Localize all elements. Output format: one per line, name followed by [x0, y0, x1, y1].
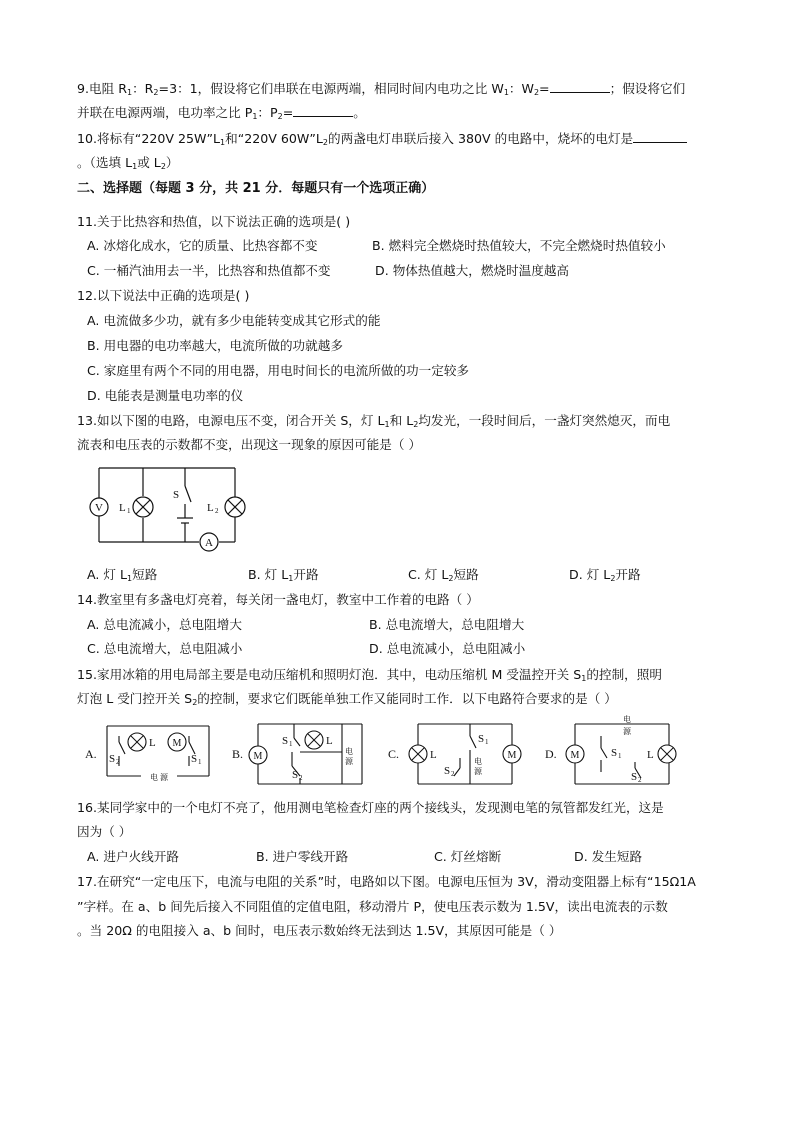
q14-stem: 14.教室里有多盏电灯亮着，每关闭一盏电灯，教室中工作着的电路（ ）: [77, 592, 479, 607]
q10-line2: 。（选填 $L_1$或 $L_2$）: [77, 155, 179, 171]
svg-text:电: 电: [345, 747, 353, 756]
svg-text:L: L: [647, 749, 654, 761]
q11-option-c[interactable]: C. 一桶汽油用去一半，比热容和热值都不变: [87, 263, 331, 278]
svg-text:L: L: [119, 502, 126, 514]
svg-text:M: M: [172, 738, 182, 749]
svg-text:S: S: [444, 765, 451, 777]
svg-text:L: L: [326, 735, 333, 747]
q9-blank-2[interactable]: [293, 104, 353, 117]
svg-text:M: M: [253, 751, 263, 762]
svg-text:2: 2: [116, 758, 120, 766]
q16-option-b[interactable]: B. 进户零线开路: [256, 849, 349, 864]
svg-text:1: 1: [618, 752, 622, 760]
svg-text:M: M: [507, 750, 517, 761]
svg-text:源: 源: [623, 727, 631, 736]
voltmeter-icon: [90, 498, 108, 516]
svg-text:A.: A.: [85, 747, 97, 761]
svg-text:L: L: [430, 749, 437, 761]
q14-option-d[interactable]: D. 总电流减小，总电阻减小: [369, 641, 526, 656]
svg-text:L: L: [207, 502, 214, 514]
q9-line1: 9.电阻 $R_1$：$R_2=3$：1，假设将它们串联在电源两端，相同时间内电功之比 $W_1$：$W_2=$ ；假设将它们: [77, 81, 686, 97]
q17-line1: 17.在研究“一定电压下，电流与电阻的关系”时，电路如以下图。电源电压恒为 3V，滑动变阻器上标有“15Ω1A: [77, 874, 696, 889]
q16-option-a[interactable]: A. 进户火线开路: [87, 849, 179, 864]
q9-line2: 并联在电源两端，电功率之比 $P_1$：$P_2=$ 。: [77, 105, 366, 121]
svg-text:2: 2: [451, 770, 455, 778]
svg-text:S: S: [611, 747, 618, 759]
q10-blank[interactable]: [633, 130, 687, 143]
q14-option-a[interactable]: A. 总电流减小，总电阻增大: [87, 617, 242, 632]
q13-line2: 流表和电压表的示数都不变，出现这一现象的原因可能是（ ）: [77, 437, 422, 452]
q16-line2: 因为（ ）: [77, 824, 132, 839]
q11-option-b[interactable]: B. 燃料完全燃烧时热值较大，不完全燃烧时热值较小: [372, 238, 666, 253]
q13-option-a[interactable]: A. 灯 $L_1$短路: [87, 567, 158, 583]
svg-text:2: 2: [299, 774, 303, 782]
q16-option-d[interactable]: D. 发生短路: [574, 849, 643, 864]
svg-text:电 源: 电 源: [150, 773, 168, 782]
svg-text:S: S: [282, 735, 289, 747]
q15-circuit-c[interactable]: [388, 718, 528, 790]
q17-line2: ”字样。在 a、b 间先后接入不同阻值的定值电阻，移动滑片 P，使电压表示数为 1.5V，读出电流表的示数: [77, 899, 668, 914]
svg-text:源: 源: [474, 767, 482, 776]
svg-text:电: 电: [623, 715, 631, 724]
svg-text:2: 2: [638, 776, 642, 784]
q15-circuit-a[interactable]: [85, 718, 220, 790]
svg-text:S: S: [191, 753, 198, 765]
q11-option-a[interactable]: A. 冰熔化成水，它的质量、比热容都不变: [87, 238, 318, 253]
q10-line1: 10.将标有“220V $25W”L_1$和“220V $60W”L_2$的两盏电灯串联后接入 380V 的电路中，烧坏的电灯是: [77, 130, 687, 148]
svg-text:S: S: [292, 769, 299, 781]
svg-text:S: S: [631, 771, 638, 783]
q13-circuit-diagram: [85, 462, 255, 554]
svg-text:D.: D.: [545, 747, 557, 761]
svg-text:A: A: [205, 537, 213, 549]
svg-text:源: 源: [345, 757, 353, 766]
svg-text:1: 1: [485, 738, 489, 746]
svg-text:V: V: [95, 502, 103, 514]
svg-text:C.: C.: [388, 747, 400, 761]
ammeter-icon: [200, 533, 218, 551]
q15-circuit-d[interactable]: [545, 715, 685, 790]
lamp-l2-icon: [207, 497, 245, 517]
switch-s-label: S: [173, 489, 180, 501]
svg-text:B.: B.: [232, 747, 244, 761]
q9-blank-1[interactable]: [550, 80, 610, 93]
svg-text:1: 1: [198, 758, 202, 766]
svg-text:2: 2: [215, 507, 219, 515]
q15-line1: 15.家用冰箱的用电局部主要是电动压缩机和照明灯泡．其中，电动压缩机 M 受温控开关 $S_1$的控制，照明: [77, 667, 662, 683]
q15-line2: 灯泡 L 受门控开关 $S_2$的控制，要求它们既能单独工作又能同时工作．以下电路符合要求的是（ ）: [77, 691, 617, 707]
svg-text:1: 1: [289, 740, 293, 748]
q11-stem: 11.关于比热容和热值，以下说法正确的选项是( ): [77, 214, 351, 229]
q12-option-d[interactable]: D. 电能表是测量电功率的仪: [87, 388, 244, 403]
q16-option-c[interactable]: C. 灯丝熔断: [434, 849, 502, 864]
q12-option-a[interactable]: A. 电流做多少功，就有多少电能转变成其它形式的能: [87, 313, 381, 328]
q13-option-c[interactable]: C. 灯 $L_2$短路: [408, 567, 479, 583]
svg-text:电: 电: [474, 757, 482, 766]
q13-option-d[interactable]: D. 灯 $L_2$开路: [569, 567, 641, 583]
q13-line1: 13.如以下图的电路，电源电压不变，闭合开关 S，灯 $L_1$和 $L_2$均发光，一段时间后，一盏灯突然熄灭，而电: [77, 413, 671, 429]
svg-text:M: M: [570, 750, 580, 761]
svg-text:S: S: [109, 753, 116, 765]
q17-line3: 。当 20Ω 的电阻接入 a、b 间时，电压表示数始终无法到达 1.5V，其原因可能是（ ）: [77, 923, 562, 938]
q12-option-b[interactable]: B. 用电器的电功率越大，电流所做的功就越多: [87, 338, 343, 353]
q11-option-d[interactable]: D. 物体热值越大，燃烧时温度越高: [375, 263, 570, 278]
svg-text:1: 1: [127, 507, 131, 515]
q12-stem: 12.以下说法中正确的选项是( ): [77, 288, 250, 303]
q16-line1: 16.某同学家中的一个电灯不亮了，他用测电笔检查灯座的两个接线头，发现测电笔的氖管都发红光，这是: [77, 800, 664, 815]
q14-option-b[interactable]: B. 总电流增大，总电阻增大: [369, 617, 525, 632]
lamp-l1-icon: [119, 497, 153, 517]
q14-option-c[interactable]: C. 总电流增大，总电阻减小: [87, 641, 243, 656]
q15-circuit-b[interactable]: [232, 718, 372, 790]
svg-text:L: L: [149, 737, 156, 749]
svg-text:S: S: [478, 733, 485, 745]
q12-option-c[interactable]: C. 家庭里有两个不同的用电器，用电时间长的电流所做的功一定较多: [87, 363, 470, 378]
q13-option-b[interactable]: B. 灯 $L_1$开路: [248, 567, 319, 583]
section-title: 二、选择题（每题 3 分，共 21 分．每题只有一个选项正确）: [77, 181, 435, 196]
